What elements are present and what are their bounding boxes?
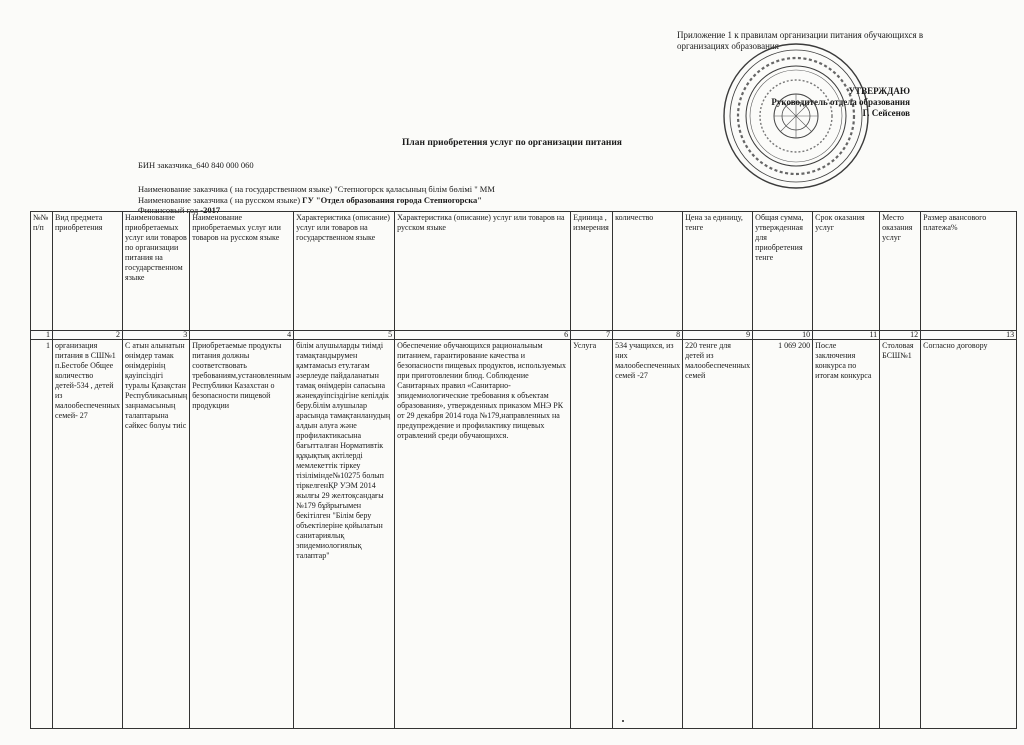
procurement-plan-table xyxy=(30,211,1017,729)
customer-name-kz: Наименование заказчика ( на государственном языке) "Степногорск қаласының білім бөлімі " ММ xyxy=(138,184,495,194)
unit-price: 220 тенге для детей из малообеспеченных семей xyxy=(683,340,753,729)
total-amount: 1 069 200 xyxy=(753,340,813,729)
customer-name-ru-value: ГУ "Отдел образования города Степногорска" xyxy=(302,195,482,205)
header-cell: Характеристика (описание) услуг или товаров на государственном языке xyxy=(294,212,395,331)
description-kz: білім алушыларды тиімді тамақтандырумен қамтамасыз ету.тағам әзерлеуде пайдаланатын тамақ өнімдерін сапасына жәнеқауіпсіздігіне кепілдік беру.білім алушылар арасында тамақтанланудың алдын алуға және профилактикасына бағытталған Нормативтік құқықтық актілерді мемлекеттік тіркеу тізілімінде№10275 болып тіркелгенҚР УЭМ 2014 жылғы 29 желтоқсандағы №179 бұйрығымен бекітілген "Білім беру объектілеріне қойылатын санитариялық эпидемиологиялық талаптар" xyxy=(294,340,395,729)
row-number: 1 xyxy=(31,340,53,729)
column-number: 7 xyxy=(571,331,613,340)
appendix-line-2: организациях образования xyxy=(677,41,779,51)
header-cell: Место оказания услуг xyxy=(880,212,921,331)
column-number: 9 xyxy=(683,331,753,340)
column-number: 1 xyxy=(31,331,53,340)
service-name-kz: С атын алынатын өнімдер тамак өнімдерінің қауіпсіздігі туралы Қазақстан Республикасының заңнамасының талаптарына сәйкес болуы тиіс xyxy=(123,340,190,729)
quantity: 534 учащихся, из них малообеспеченных семей -27 xyxy=(613,340,683,729)
header-cell: Единица , измерения xyxy=(571,212,613,331)
header-cell: Цена за единицу, тенге xyxy=(683,212,753,331)
purchase-subject: организация питания в СШ№1 п.Бестобе Общее количество детей-534 , детей из малообеспеченных семей- 27 xyxy=(53,340,123,729)
header-cell: №№ п/п xyxy=(31,212,53,331)
table-header-row xyxy=(31,212,1017,331)
approve-position: Руководитель отдела образования xyxy=(771,97,910,107)
service-term: После заключения конкурса по итогам конкурса xyxy=(813,340,880,729)
unit-of-measure: Услуга xyxy=(571,340,613,729)
approval-block xyxy=(770,86,910,119)
financial-year-label: Финансовый год - xyxy=(138,205,204,215)
advance-payment: Согласно договору xyxy=(921,340,1017,729)
header-cell: Размер авансового платежа% xyxy=(921,212,1017,331)
approve-signatory: Г. Сейсенов xyxy=(862,108,910,118)
appendix-line-1: Приложение 1 к правилам организации питания обучающихся в xyxy=(677,30,924,40)
column-number: 5 xyxy=(294,331,395,340)
header-cell: Общая сумма, утвержденная для приобретения тенге xyxy=(753,212,813,331)
column-number: 3 xyxy=(123,331,190,340)
column-number: 8 xyxy=(613,331,683,340)
header-cell: Характеристика (описание) услуг или товаров на русском языке xyxy=(395,212,571,331)
header-cell: Вид предмета приобретения xyxy=(53,212,123,331)
service-name-ru: Приобретаемые продукты питания должны соответствовать требованиям,установленным Республики Казахстан о безопасности пищевой продукции xyxy=(190,340,294,729)
column-number: 11 xyxy=(813,331,880,340)
service-place: Столовая БСШ№1 xyxy=(880,340,921,729)
header-cell: количество xyxy=(613,212,683,331)
document-title: План приобретения услуг по организации питания xyxy=(402,138,622,148)
column-number: 10 xyxy=(753,331,813,340)
table-row xyxy=(31,340,1017,729)
customer-name-ru-label: Наименование заказчика ( на русском языке) xyxy=(138,195,303,205)
column-number: 12 xyxy=(880,331,921,340)
column-number: 13 xyxy=(921,331,1017,340)
header-cell: Срок оказания услуг xyxy=(813,212,880,331)
column-number: 2 xyxy=(53,331,123,340)
header-cell: Наименование приобретаемых услуг или товаров по организации питания на государственном языке xyxy=(123,212,190,331)
financial-year-value: 2017 xyxy=(203,205,221,215)
scan-speck xyxy=(622,720,624,722)
approve-heading: УТВЕРЖДАЮ xyxy=(848,86,910,96)
column-number-row xyxy=(31,331,1017,340)
column-number: 6 xyxy=(395,331,571,340)
header-cell: Наименование приобретаемых услуг или товаров на русском языке xyxy=(190,212,294,331)
column-number: 4 xyxy=(190,331,294,340)
description-ru: Обеспечение обучающихся рациональным питанием, гарантирование качества и безопасности пищевых продуктов, используемых при приготовлении блюд. Соблюдение Санитарных правил «Санитарно-эпидемиологические требования к объектам образования», утвержденных приказом МНЭ РК от 29 декабря 2014 года №179,направленных на предупреждение и профилактику пищевых отравлений среди обучающихся. xyxy=(395,340,571,729)
customer-name-ru xyxy=(138,195,482,205)
customer-bin: БИН заказчика_640 840 000 060 xyxy=(138,160,254,170)
